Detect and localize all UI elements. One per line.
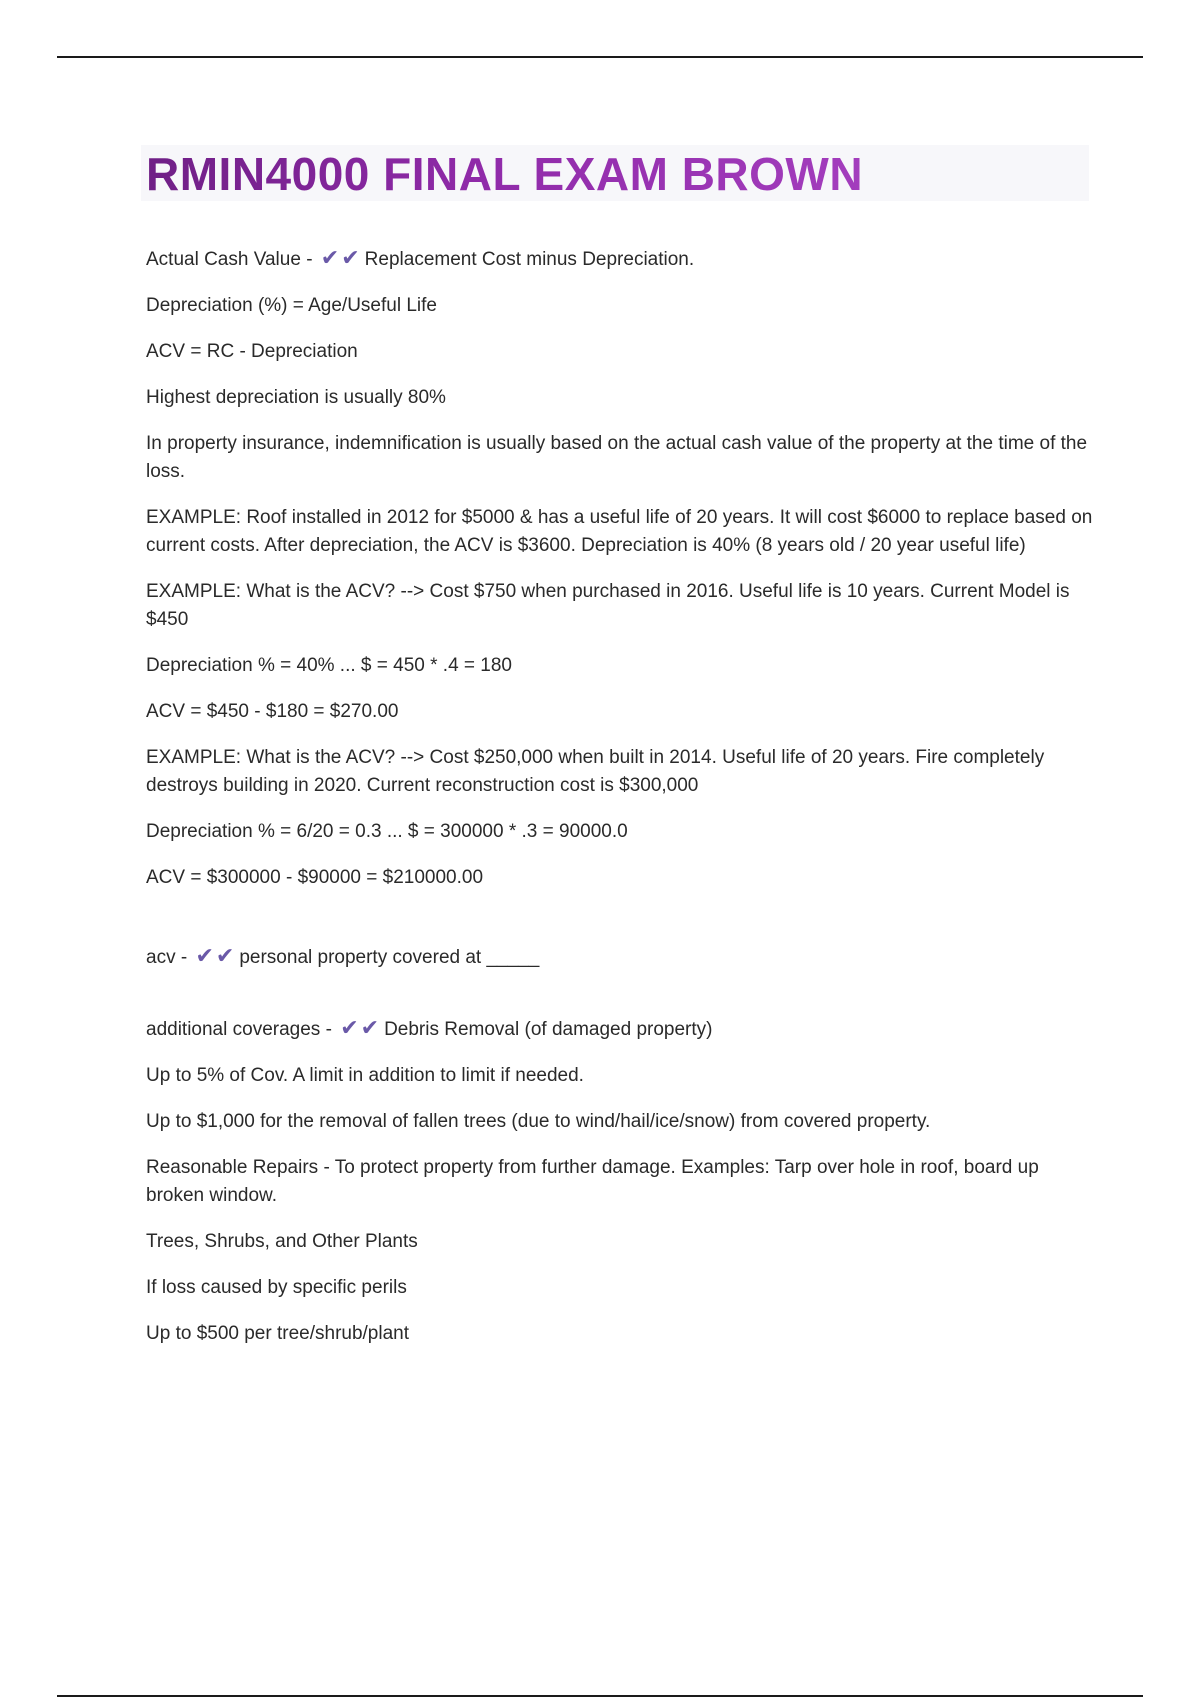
note-line: EXAMPLE: What is the ACV? --> Cost $250,000 when built in 2014. Useful life of 20 years. Fire completely destroys building in 2020. Current reconstruction cost is $300,000 bbox=[146, 747, 1045, 796]
note-line: Up to $500 per tree/shrub/plant bbox=[146, 1323, 410, 1344]
bottom-divider bbox=[57, 1695, 1143, 1697]
answer: Replacement Cost minus Depreciation. bbox=[364, 249, 695, 270]
flashcard-entry bbox=[146, 1016, 1094, 1044]
note-line: EXAMPLE: What is the ACV? --> Cost $750 when purchased in 2016. Useful life is 10 years. Current Model is $450 bbox=[146, 581, 1070, 630]
note-line: ACV = $300000 - $90000 = $210000.00 bbox=[146, 867, 484, 888]
check-marks bbox=[194, 943, 235, 968]
note-line: ACV = $450 - $180 = $270.00 bbox=[146, 701, 399, 722]
separator: - bbox=[325, 1019, 332, 1040]
note-line: Up to $1,000 for the removal of fallen trees (due to wind/hail/ice/snow) from covered property. bbox=[146, 1111, 931, 1132]
note-line: Depreciation % = 6/20 = 0.3 ... $ = 300000 * .3 = 90000.0 bbox=[146, 821, 628, 842]
separator: - bbox=[306, 249, 313, 270]
term: Actual Cash Value bbox=[146, 249, 301, 270]
separator: - bbox=[180, 947, 188, 968]
check-icon: ✔ bbox=[215, 943, 235, 968]
check-icon: ✔ bbox=[320, 245, 340, 270]
check-icon: ✔ bbox=[360, 1015, 380, 1040]
answer: Debris Removal (of damaged property) bbox=[384, 1019, 713, 1040]
note-line: Trees, Shrubs, and Other Plants bbox=[146, 1231, 418, 1252]
note-line: Depreciation % = 40% ... $ = 450 * .4 = 180 bbox=[146, 655, 512, 676]
note-line: Highest depreciation is usually 80% bbox=[146, 387, 446, 408]
check-icon: ✔ bbox=[195, 943, 214, 968]
term: additional coverages bbox=[146, 1019, 321, 1040]
flashcard-entry bbox=[146, 246, 1094, 274]
note-line: If loss caused by specific perils bbox=[146, 1277, 407, 1298]
check-marks bbox=[339, 1015, 380, 1040]
note-line: Up to 5% of Cov. A limit in addition to limit if needed. bbox=[146, 1065, 584, 1086]
answer: personal property covered at _____ bbox=[239, 947, 540, 968]
note-line: Depreciation (%) = Age/Useful Life bbox=[146, 295, 437, 316]
check-icon: ✔ bbox=[340, 1015, 359, 1040]
check-marks bbox=[320, 245, 361, 270]
flashcard-entry bbox=[146, 944, 1094, 972]
document-body bbox=[146, 246, 1094, 1366]
note-line: EXAMPLE: Roof installed in 2012 for $5000 & has a useful life of 20 years. It will cost $6000 to replace based on current costs. After depreciation, the ACV is $3600. Depreciation is 40% (8 years old / 20 year useful life) bbox=[146, 507, 1093, 556]
note-line: ACV = RC - Depreciation bbox=[146, 341, 358, 362]
page-title: RMIN4000 FINAL EXAM BROWN bbox=[146, 148, 864, 200]
term: acv bbox=[146, 947, 176, 968]
note-line: In property insurance, indemnification is usually based on the actual cash value of the property at the time of the loss. bbox=[146, 433, 1088, 482]
check-icon: ✔ bbox=[341, 245, 360, 270]
note-line: Reasonable Repairs - To protect property from further damage. Examples: Tarp over hole in roof, board up broken window. bbox=[146, 1157, 1039, 1206]
top-divider bbox=[57, 56, 1143, 58]
